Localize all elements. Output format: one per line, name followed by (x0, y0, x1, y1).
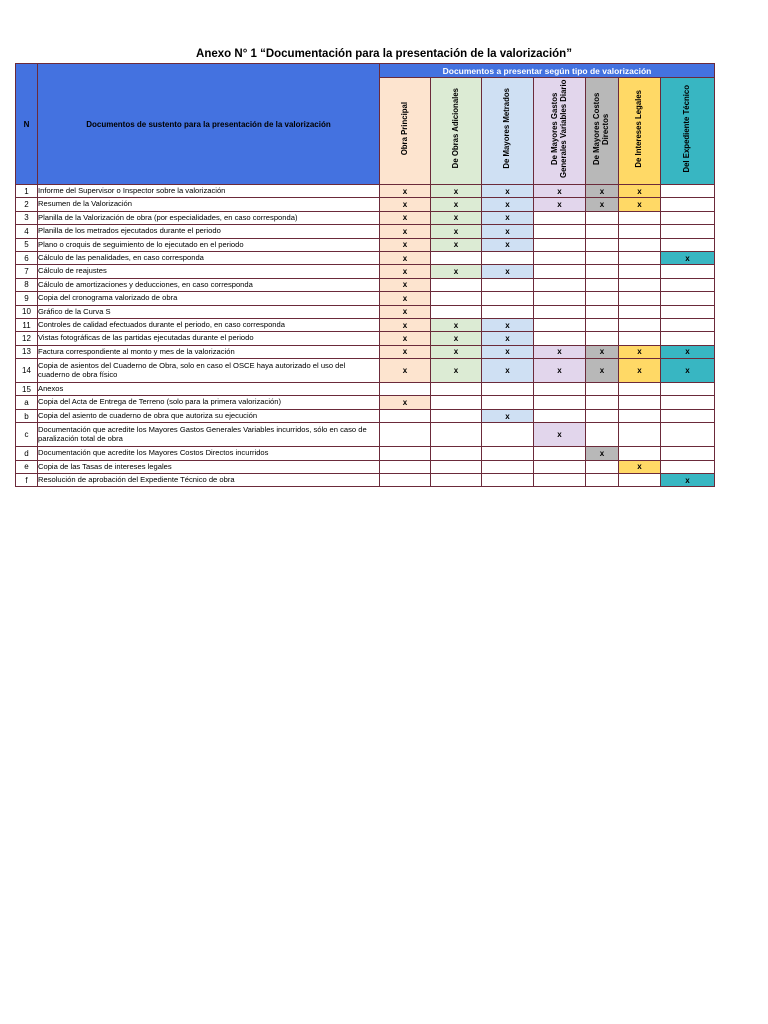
mark-cell: x (482, 185, 534, 198)
mark-cell: x (380, 185, 431, 198)
mark-cell (431, 447, 482, 460)
mark-cell (380, 423, 431, 447)
mark-cell (431, 292, 482, 305)
column-header-mayores-metrados: De Mayores Metrados (482, 78, 534, 185)
mark-cell (482, 474, 534, 487)
mark-cell: x (380, 332, 431, 345)
mark-cell: x (380, 225, 431, 238)
row-description: Resumen de la Valorización (38, 198, 380, 211)
row-description: Planilla de los metrados ejecutados durante el periodo (38, 225, 380, 238)
mark-cell (482, 460, 534, 473)
mark-cell (586, 305, 619, 318)
mark-cell (661, 265, 715, 278)
mark-cell: x (380, 238, 431, 251)
row-number: 7 (16, 265, 38, 278)
table-row (16, 359, 715, 383)
mark-cell (482, 383, 534, 396)
mark-cell: x (619, 345, 661, 358)
row-description: Plano o croquis de seguimiento de lo ejecutado en el periodo (38, 238, 380, 251)
mark-cell (482, 396, 534, 409)
mark-cell: x (380, 345, 431, 358)
table-row (16, 447, 715, 460)
mark-cell: x (534, 345, 586, 358)
mark-cell: x (482, 198, 534, 211)
row-description: Factura correspondiente al monto y mes de la valorización (38, 345, 380, 358)
column-header-intereses-legales: De Intereses Legales (619, 78, 661, 185)
mark-cell: x (482, 359, 534, 383)
mark-cell: x (534, 359, 586, 383)
mark-cell: x (380, 292, 431, 305)
column-header-obras-adicionales: De Obras Adicionales (431, 78, 482, 185)
mark-cell: x (482, 211, 534, 224)
mark-cell (534, 332, 586, 345)
mark-cell (586, 409, 619, 422)
mark-cell: x (482, 409, 534, 422)
mark-cell (431, 305, 482, 318)
table-row (16, 423, 715, 447)
page-title: Anexo N° 1 “Documentación para la presentación de la valorización” (196, 48, 572, 60)
row-number: e (16, 460, 38, 473)
mark-cell (431, 278, 482, 291)
row-number: 14 (16, 359, 38, 383)
mark-cell: x (619, 198, 661, 211)
mark-cell (619, 225, 661, 238)
mark-cell (431, 423, 482, 447)
mark-cell: x (431, 185, 482, 198)
mark-cell: x (586, 185, 619, 198)
mark-cell (586, 396, 619, 409)
row-description: Informe del Supervisor o Inspector sobre la valorización (38, 185, 380, 198)
mark-cell (534, 305, 586, 318)
mark-cell (619, 423, 661, 447)
mark-cell (661, 318, 715, 331)
row-number: b (16, 409, 38, 422)
row-number: 2 (16, 198, 38, 211)
mark-cell: x (619, 460, 661, 473)
mark-cell: x (586, 345, 619, 358)
table-row (16, 185, 715, 198)
column-header-obra-principal: Obra Principal (380, 78, 431, 185)
mark-cell (619, 318, 661, 331)
mark-cell: x (431, 238, 482, 251)
mark-cell: x (661, 251, 715, 264)
mark-cell (586, 292, 619, 305)
mark-cell (661, 409, 715, 422)
mark-cell (661, 198, 715, 211)
table-row (16, 345, 715, 358)
mark-cell (661, 305, 715, 318)
column-header-costos-directos: De Mayores Costos Directos (586, 78, 619, 185)
mark-cell (534, 292, 586, 305)
header-band: Documentos a presentar según tipo de valorización (380, 64, 715, 78)
mark-cell (534, 447, 586, 460)
mark-cell (482, 423, 534, 447)
mark-cell: x (482, 265, 534, 278)
mark-cell (661, 396, 715, 409)
mark-cell (431, 460, 482, 473)
mark-cell: x (586, 359, 619, 383)
table-row (16, 238, 715, 251)
mark-cell (586, 474, 619, 487)
row-description: Copia del cronograma valorizado de obra (38, 292, 380, 305)
mark-cell (534, 251, 586, 264)
mark-cell (619, 396, 661, 409)
mark-cell: x (534, 198, 586, 211)
mark-cell (619, 332, 661, 345)
row-number: 15 (16, 383, 38, 396)
mark-cell: x (380, 198, 431, 211)
table-body (16, 185, 715, 487)
mark-cell: x (380, 396, 431, 409)
mark-cell: x (661, 345, 715, 358)
mark-cell (586, 318, 619, 331)
mark-cell (431, 251, 482, 264)
mark-cell (619, 447, 661, 460)
mark-cell: x (586, 198, 619, 211)
row-number: c (16, 423, 38, 447)
table-row (16, 474, 715, 487)
mark-cell (661, 185, 715, 198)
mark-cell (482, 251, 534, 264)
table-row (16, 278, 715, 291)
table-row (16, 265, 715, 278)
mark-cell (661, 332, 715, 345)
mark-cell (534, 396, 586, 409)
mark-cell (534, 211, 586, 224)
table-row (16, 305, 715, 318)
table-row (16, 318, 715, 331)
table-row (16, 225, 715, 238)
mark-cell (380, 447, 431, 460)
mark-cell (586, 383, 619, 396)
mark-cell: x (482, 225, 534, 238)
table-row (16, 409, 715, 422)
header-n: N (16, 64, 38, 185)
mark-cell (586, 211, 619, 224)
mark-cell: x (586, 447, 619, 460)
mark-cell (534, 265, 586, 278)
table-row (16, 251, 715, 264)
mark-cell (586, 460, 619, 473)
mark-cell (534, 409, 586, 422)
mark-cell (482, 292, 534, 305)
mark-cell: x (482, 345, 534, 358)
mark-cell (661, 225, 715, 238)
mark-cell (380, 409, 431, 422)
mark-cell (619, 251, 661, 264)
row-description: Cálculo de amortizaciones y deducciones, en caso corresponda (38, 278, 380, 291)
mark-cell (482, 305, 534, 318)
mark-cell (586, 332, 619, 345)
mark-cell: x (380, 251, 431, 264)
mark-cell: x (380, 265, 431, 278)
row-number: f (16, 474, 38, 487)
mark-cell (586, 423, 619, 447)
mark-cell (586, 265, 619, 278)
mark-cell (661, 383, 715, 396)
row-number: 10 (16, 305, 38, 318)
row-number: 3 (16, 211, 38, 224)
row-description: Copia de asientos del Cuaderno de Obra, solo en caso el OSCE haya autorizado el uso del cuaderno de obra físico (38, 359, 380, 383)
row-number: 4 (16, 225, 38, 238)
table-row (16, 198, 715, 211)
row-description: Gráfico de la Curva S (38, 305, 380, 318)
mark-cell: x (534, 185, 586, 198)
row-description: Cálculo de reajustes (38, 265, 380, 278)
mark-cell: x (482, 238, 534, 251)
row-description: Copia del Acta de Entrega de Terreno (solo para la primera valorización) (38, 396, 380, 409)
mark-cell (380, 460, 431, 473)
mark-cell: x (431, 332, 482, 345)
mark-cell (431, 396, 482, 409)
mark-cell: x (431, 359, 482, 383)
mark-cell: x (661, 359, 715, 383)
table-row (16, 383, 715, 396)
mark-cell (534, 225, 586, 238)
mark-cell (619, 292, 661, 305)
row-number: d (16, 447, 38, 460)
mark-cell (619, 409, 661, 422)
row-description: Copia del asiento de cuaderno de obra que autoriza su ejecución (38, 409, 380, 422)
mark-cell (586, 225, 619, 238)
mark-cell: x (380, 359, 431, 383)
mark-cell: x (619, 359, 661, 383)
column-header-expediente-tecnico: Del Expediente Técnico (661, 78, 715, 185)
row-number: 5 (16, 238, 38, 251)
mark-cell (431, 383, 482, 396)
mark-cell: x (431, 225, 482, 238)
mark-cell: x (431, 198, 482, 211)
mark-cell (431, 474, 482, 487)
mark-cell (619, 383, 661, 396)
mark-cell (661, 423, 715, 447)
mark-cell: x (380, 278, 431, 291)
row-number: 9 (16, 292, 38, 305)
mark-cell (619, 305, 661, 318)
mark-cell (619, 211, 661, 224)
column-header-gastos-generales: De Mayores Gastos Generales Variables Diario (534, 78, 586, 185)
row-description: Anexos (38, 383, 380, 396)
mark-cell (619, 474, 661, 487)
mark-cell: x (431, 345, 482, 358)
mark-cell (619, 265, 661, 278)
row-description: Planilla de la Valorización de obra (por especialidades, en caso corresponda) (38, 211, 380, 224)
mark-cell (661, 278, 715, 291)
row-number: 8 (16, 278, 38, 291)
mark-cell (661, 292, 715, 305)
mark-cell: x (431, 265, 482, 278)
mark-cell: x (380, 318, 431, 331)
mark-cell: x (431, 318, 482, 331)
table-row (16, 292, 715, 305)
row-number: 11 (16, 318, 38, 331)
mark-cell: x (534, 423, 586, 447)
mark-cell (661, 211, 715, 224)
mark-cell: x (661, 474, 715, 487)
row-description: Resolución de aprobación del Expediente Técnico de obra (38, 474, 380, 487)
table-row (16, 211, 715, 224)
mark-cell (661, 460, 715, 473)
mark-cell: x (619, 185, 661, 198)
row-number: a (16, 396, 38, 409)
documents-table (15, 63, 715, 487)
mark-cell (586, 238, 619, 251)
row-number: 1 (16, 185, 38, 198)
table-row (16, 460, 715, 473)
row-description: Cálculo de las penalidades, en caso corresponda (38, 251, 380, 264)
mark-cell (431, 409, 482, 422)
header-description: Documentos de sustento para la presentación de la valorización (38, 64, 380, 185)
mark-cell (534, 238, 586, 251)
row-description: Copia de las Tasas de intereses legales (38, 460, 380, 473)
table-row (16, 396, 715, 409)
mark-cell (482, 447, 534, 460)
mark-cell (534, 460, 586, 473)
row-number: 13 (16, 345, 38, 358)
mark-cell: x (380, 211, 431, 224)
mark-cell: x (431, 211, 482, 224)
row-description: Documentación que acredite los Mayores Gastos Generales Variables incurridos, sólo en caso de paralización total de obra (38, 423, 380, 447)
mark-cell (586, 278, 619, 291)
table-row (16, 332, 715, 345)
mark-cell: x (380, 305, 431, 318)
mark-cell (619, 238, 661, 251)
mark-cell (661, 447, 715, 460)
mark-cell (482, 278, 534, 291)
mark-cell (586, 251, 619, 264)
mark-cell (380, 474, 431, 487)
mark-cell: x (482, 332, 534, 345)
row-number: 12 (16, 332, 38, 345)
mark-cell (619, 278, 661, 291)
mark-cell (534, 318, 586, 331)
row-description: Controles de calidad efectuados durante el periodo, en caso corresponda (38, 318, 380, 331)
row-description: Vistas fotográficas de las partidas ejecutadas durante el periodo (38, 332, 380, 345)
mark-cell (534, 278, 586, 291)
mark-cell (534, 383, 586, 396)
row-description: Documentación que acredite los Mayores Costos Directos incurridos (38, 447, 380, 460)
mark-cell (534, 474, 586, 487)
mark-cell (380, 383, 431, 396)
mark-cell (661, 238, 715, 251)
row-number: 6 (16, 251, 38, 264)
mark-cell: x (482, 318, 534, 331)
